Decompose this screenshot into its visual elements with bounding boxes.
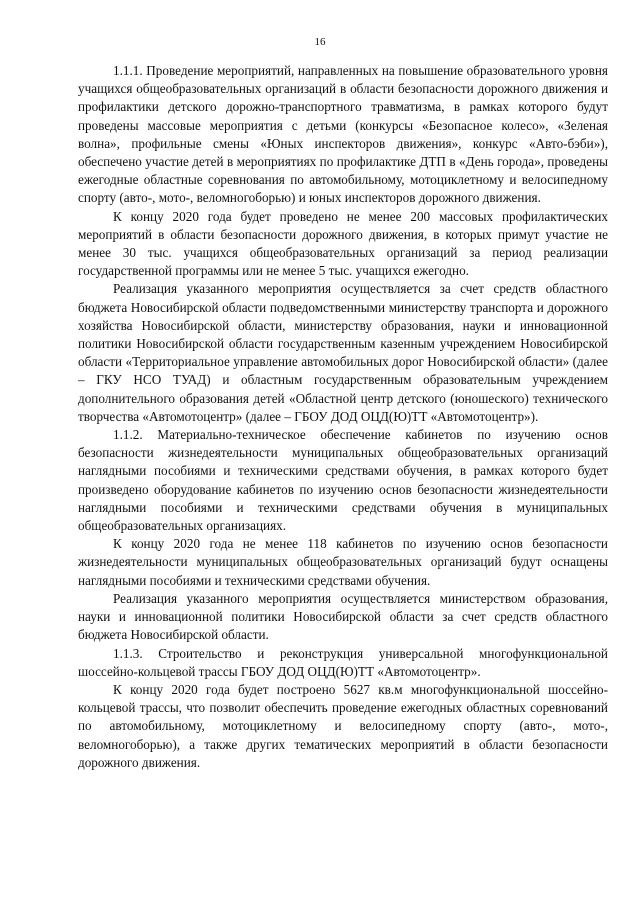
paragraph-funding-1-1-1: Реализация указанного мероприятия осуществляется за счет средств областного бюджета Новосибирской области подведомственными министерству транспорта и дорожного хозяйства Новосибирской области, министерству образования, науки и инновационной политики Новосибирской области государственным казенным учреждением Новосибирской области «Территориальное управление автомобильных дорог Новосибирской области» (далее – ГКУ НСО ТУАД) и областным государственным образовательным учреждением дополнительного образования детей «Областной центр детского (юношеского) технического творчества «Автомотоцентр» (далее – ГБОУ ДОД ОЦД(Ю)ТТ «Автомотоцентр»).	[78, 281, 608, 424]
page-number: 16	[314, 36, 326, 48]
paragraph-1-1-1: 1.1.1. Проведение мероприятий, направленных на повышение образовательного уровня учащихся общеобразовательных организаций в области безопасности дорожного движения и профилактики детского дорожно-транспортного травматизма, в рамках которого будут проведены массовые мероприятия с детьми (конкурсы «Безопасное колесо», «Зеленая волна», профильные смены «Юных инспекторов движения», конкурс «Авто-бэби»), обеспечено участие детей в мероприятиях по профилактике ДТП в «День города», проведены ежегодные областные соревнования по автомобильному, мотоциклетному и велосипедному спорту (авто-, мото-, веломногоборью) и юных инспекторов дорожного движения.	[78, 63, 608, 206]
document-body	[78, 62, 608, 772]
paragraph-1-1-3: 1.1.3. Строительство и реконструкция универсальной многофункциональной шоссейно-кольцевой трассы ГБОУ ДОД ОЦД(Ю)ТТ «Автомотоцентр».	[78, 645, 608, 679]
paragraph-track-target: К концу 2020 года будет построено 5627 кв.м многофункциональной шоссейно-кольцевой трассы, что позволит обеспечить проведение ежегодных областных соревнований по автомобильному, мотоциклетному и велосипедному спорту (авто-, мото-, веломногоборью), а также других тематических мероприятий в области безопасности дорожного движения.	[78, 681, 608, 770]
paragraph-mass-events-target: К концу 2020 года будет проведено не менее 200 массовых профилактических мероприятий в области безопасности дорожного движения, в которых примут участие не менее 30 тыс. учащихся общеобразовательных организаций за период реализации государственной программы или не менее 5 тыс. учащихся ежегодно.	[78, 208, 608, 279]
paragraph-classrooms-target: К концу 2020 года не менее 118 кабинетов по изучению основ безопасности жизнедеятельности муниципальных общеобразовательных организаций будут оснащены наглядными пособиями и техническими средствами обучения.	[78, 536, 608, 588]
paragraph-funding-1-1-2: Реализация указанного мероприятия осуществляется министерством образования, науки и инновационной политики Новосибирской области за счет средств областного бюджета Новосибирской области.	[78, 590, 608, 643]
paragraph-1-1-2: 1.1.2. Материально-техническое обеспечение кабинетов по изучению основ безопасности жизнедеятельности муниципальных общеобразовательных организаций наглядными пособиями и техническими средствами обучения, в рамках которого будет произведено оборудование кабинетов по изучению основ безопасности жизнедеятельности наглядными пособиями и техническими средствами обучения в муниципальных общеобразовательных организациях.	[78, 427, 608, 534]
